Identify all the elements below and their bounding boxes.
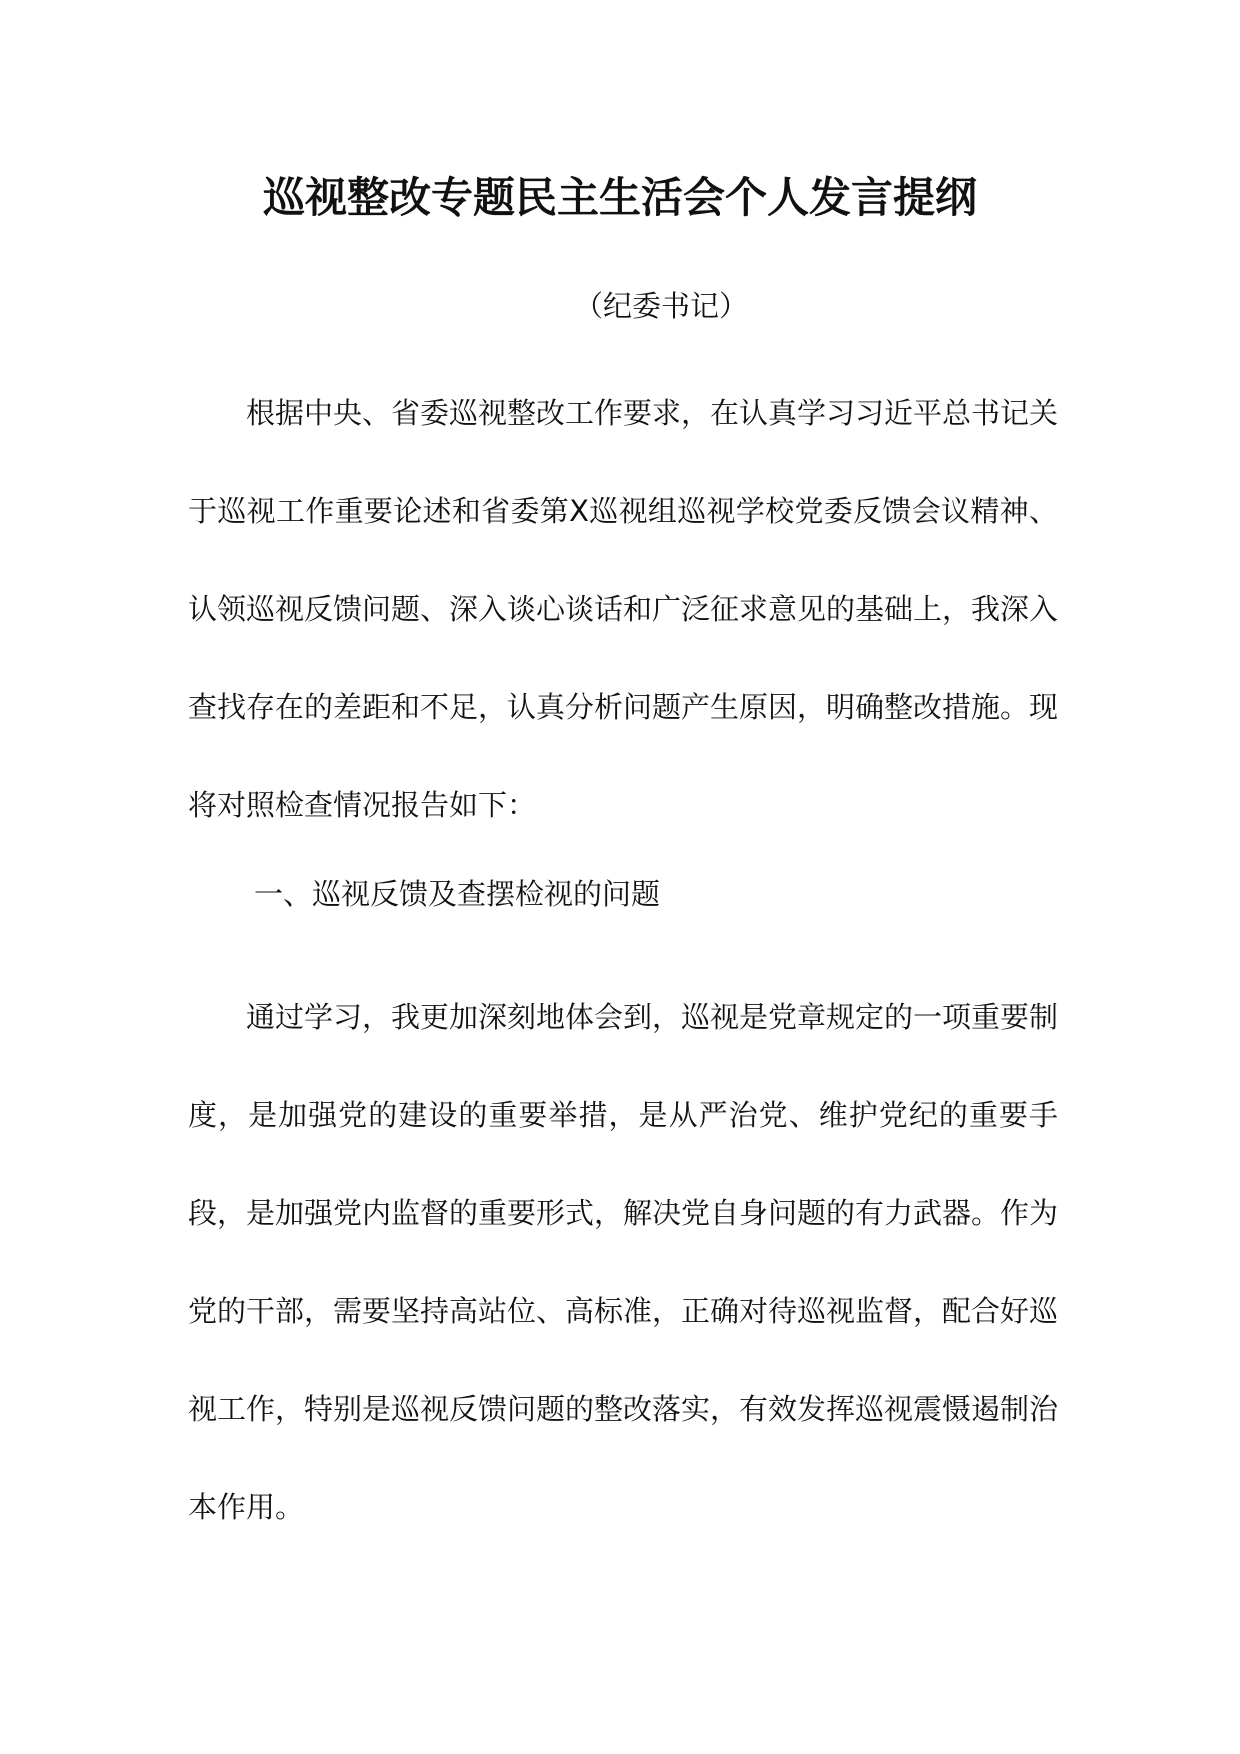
intro-paragraph: 根据中央、省委巡视整改工作要求，在认真学习习近平总书记关于巡视工作重要论述和省委第X巡视组巡视学校党委反馈会议精神、认领巡视反馈问题、深入谈心谈话和广泛征求意见的基础上，我深入查找存在的差距和不足，认真分析问题产生原因，明确整改措施。现将对照检查情况报告如下： (188, 396, 1059, 822)
section-heading: 一、巡视反馈及查摆检视的问题 (254, 877, 661, 911)
document-subtitle: （纪委书记） (573, 289, 748, 323)
body-paragraph: 通过学习，我更加深刻地体会到，巡视是党章规定的一项重要制度，是加强党的建设的重要举措，是从严治党、维护党纪的重要手段，是加强党内监督的重要形式，解决党自身问题的有力武器。作为党的干部，需要坚持高站位、高标准，正确对待巡视监督，配合好巡视工作，特别是巡视反馈问题的整改落实，有效发挥巡视震慑遏制治本作用。 (188, 1000, 1059, 1524)
document-title: 巡视整改专题民主生活会个人发言提纲 (262, 173, 977, 222)
